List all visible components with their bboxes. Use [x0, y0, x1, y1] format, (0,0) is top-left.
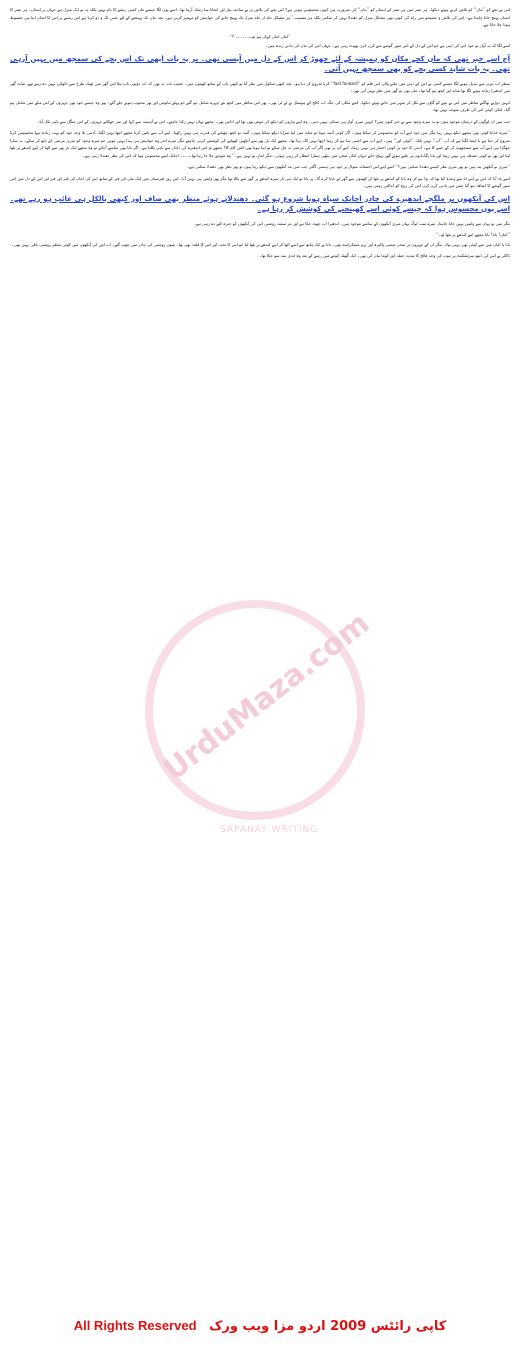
- highlighted-passage: اس کی آنکھوں پر ملگجے اندھیرے کی چادر اچانک سیاہ ہونا شروع ہو گئی۔ دھندلاتے ہوئے منظر بھی صاف اور کبھی بالکل ہی غائب ہو رہے تھے۔ اسے یوں محسوس ہوا کہ جیسے کوئی اسے کھینچنے کی کوشش کر رہا ہے۔: [10, 194, 510, 213]
- story-paragraph: بابا یا اماں میں سے کوئی بھی نہیں بولا۔ مگر ان کے چہروں پر سحر جیسی پاکیزہ اور نرم مسکراہٹ تھی۔ بابا نے ایک ہاتھ سے اسے اٹھا کر اپنے کندھے پر بٹھا لیا جو اس کا تخت اور اس کا قلعہ بھی تھا۔ تینوں روشنی کی چادر میں چھپ گئے۔ اب اس کی آنکھوں میں کوئی منظر روشنی باقی نہیں تھی۔: [11, 241, 510, 247]
- copyright-urdu: کاپی رائٹس 2009 اردو مزا ویب ورک: [209, 1319, 447, 1334]
- story-paragraph: مگر میں تو یہاں سے واپس نہیں جانا چاہتا۔ میرے سب لوگ یہاں میری آنکھوں کے سامنے موجود ہیں۔ اندھیرا اب چھٹ چکا ہے اور تیز سفید روشنی اس کی آنکھوں کو خیرہ کئے دے رہی ہے۔: [193, 220, 510, 226]
- copyright-footer: [0, 1318, 520, 1334]
- dialogue-line: ’’اماں! بابا! بابا مجھے اپنے کندھے پر بٹھا لو۔‘‘: [436, 232, 510, 237]
- story-paragraph: ڈاکٹر نے اس کی ڈیتھ سرٹیفکیٹ پر موت کی وجہ فالج کا شدید حملہ اور کوما بیان کی تھی۔ ایک گھنٹہ کومے میں رہنے کے بعد وہ ابدی نیند سو چکا تھا۔: [259, 253, 510, 258]
- story-paragraph: جب میں ان لوگوں کے درمیان موجود ہوں تو یہ میرے وجود سے بے خبر کیوں ہیں؟ انہیں میری آواز ہی سنائی نہیں دیتی۔ وہ اپنے پیاروں کو دیکھ کر خوش بھی تھا اور اداس بھی۔ مجھے یہاں نہیں رکنا چاہئے۔ اس نے آہستہ سے کہا اور سر جھکائے چہروں کے اس جنگل سے باہر نکل آیا۔: [37, 118, 510, 124]
- story-paragraph: اسے یاد آیا کہ اس نے اپنے ابا سے وعدہ کیا تھا کہ بڑا ہو کر وہ بابا کو کندھے پر بٹھا کر کھیتوں سے گھر لے جایا کرے گا۔ پر بابا تو ایک ہی بار میرے کندھے پر گھر سے نکلا تھا مگر پھر واپس ہی نہیں آیا۔ اس روز قبرستان میں ایک مٹی کی قبر کے ساتھ اس کی اماں کی قبر اور قبر اور اس کے دل میں اس منور گوشے کا اضافہ ہو گیا جس میں یادیں کرن کرن اس کی روح کو اجالتی رہتی ہیں۔: [10, 175, 511, 188]
- story-paragraph: اس نے بچے کو ’’ماں‘‘ کو تلاش کرتے ہوئے دیکھا۔ ہر عمر میں ہر عمر کے انسان کو ’’ماں‘‘ کی ضرورت ہی کیوں محسوس ہوتی ہے؟ اس بچے کی تلاش پر بے ساختہ پیار اور انجانا سا رشک آرہا تھا۔ اسے یوں لگا جیسے ماں کسی رشتے کا نام نہیں بلکہ یہ تو ایک منزل ہے جہاں پر انسان۔ ہر عمر کا انسان پہنچ جانا چاہتا ہے۔ اس کی تلاش و جستجو میں راہ کی کوئی بھی مشکل منزل کو دھندلا نہیں کر سکتی بلکہ ہر مصیبت ’’ہر مشکل جلد از جلد منزل تک پہنچ جانے کی خواہش کو مہمیز کرتی ہے۔ بچہ ماں تک پہنچنے کے لئے جتنی تگ و دو کرتا ہے اس رشتے پر اس کا ایمان اتنا ہی مضبوط ہوتا چلا جاتا ہے۔: [10, 7, 510, 27]
- story-paragraph: ’’میری تو آنکھیں بند ہیں تو پھر میری نظر کیسے دھندلا سکتی ہیں؟‘‘ اسے اپنے اس احمقانہ سوال پر خود ہی ہنسی آگئی جب میں بند آنکھوں سے دیکھ رہا ہوں تو پھر نظر بھی دھندلا سکتی ہے۔: [187, 164, 510, 169]
- highlighted-passage: آج اسے خبر تھی کہ ماں کچے مکان کو ہمیشہ کے لئے چھوڑ کر اس کے دل میں آبسی تھی۔ پر یہ بات ابھی تک اس بچے کی سمجھ میں نہیں آرہی تھی۔ یہ بات شاید کسی بچے کو بھی سمجھ نہیں آتی۔: [10, 54, 510, 73]
- watermark-tag-text: SAPANAY WRITING: [220, 825, 319, 835]
- story-paragraph: انہیں دوڑتے بھاگتے مناظر میں اس نے بچے کو گاؤں سے نکل کر شہر میں جاتے ہوئے دیکھا۔ کچے مکان کی جگہ اب کالج کے ہوسٹل نے لے لی تھی۔ پھر اس مناظر میں کچھ نئے چہرے شامل ہو گئے جو پہلے مانوس اور پھر محبوب ہوتے چلے گئے۔ پھر وہ جیسے خود بھی چہروں کے اس میلے میں شامل ہو گیا۔ لیکن کوئی اس کی طرف متوجہ نہیں تھا۔: [10, 99, 510, 112]
- story-paragraph: ’’میرے خدایا کوئی بھی مجھے دیکھ نہیں رہا مگر میں خود اپنے آپ کو محسوس کر سکتا ہوں۔ اگر کوئی آئینہ ہوتا تو شاید میں اپنا سراپا دیکھ سکتا ہوں۔ آئینہ تو کچھ چھپانے کی قدرت ہی نہیں رکھتا۔ اپنے آپ سے باتیں کرنا مجھے اچھا نہیں لگتا۔ آدمی بلا وجہ خود کو بہت زیادہ تنہا محسوس کرنا شروع کر دیتا ہے یا ایسا لگتا ہے کہ آپ ’’آپ‘‘ نہیں بلکہ ’’کوئی اور‘‘ ہیں۔ اپنے آپ سے اجنبی سا ہو کر رہنا اچھا نہیں لگ رہا تھا۔ مجھے ایک بار پھر سے آنکھیں کھولنے کی کوشش کرنی چاہئے مگر میرے اندر وہ خواہش ہی پیدا نہیں ہوتی جو میرے وجود کو میری مرضی کے تابع کر سکے۔ یہ سارا جھگڑا ہی اپنے آپ سے سمجھوتہ کر کے جینے کا ہے۔ آدمی کا خود پر کوئی اختیار ہی نہیں رہتا۔ اپنے آپ پر بھی اگر آپ کی مرضی نہ چل سکے تو اپنا ہونا بھی کس کام کا؟ مجھے تو اس اندھیرے کی دلدل سے باہر نکلنا ہے۔ اگر بابا بھی سامنے آجائے تو وہ مجھے ایک بار پھر سے اٹھا کر اپنے کندھے پر بٹھا لیتا اور پھر تو کوئی مسئلہ ہی نہیں رہتا اور بابا پگڈنڈیوں پر چلتے ہوئے گھر پہنچ جاتے جہاں اماں صحن میں بیٹھی ہمارا انتظار کر رہی ہوتی۔ مگر اماں تو نہیں ہے۔‘‘ وہ سوچے چلا جا رہا تھا۔۔۔۔۔ اچانک اسے محسوس ہوا کہ اس کی نظر دھندلا رہی ہے۔: [10, 130, 510, 158]
- story-paragraph: منظر اب تیزی سے تبدیل ہونے لگا جیسے کسی نے اس کے ذہن میں چلنے والی اس فلم کو ’’fast forward‘‘ کرنا شروع کر دیا ہو۔ بچہ کبھی سکول میں نظر آتا تو کبھی باپ کے ساتھ کھیتوں میں۔ عجیب بات یہ تھی کہ اب دونوں باپ بیٹا اس گھر میں ٹھیک طرح سے دکھائی نہیں دے رہے تھے، شاید گھر میں اندھیرا زیادہ ہونے لگا تھا شاید اور کچھ ہو گیا تھا۔ ماں بھی تو گھر میں نظر نہیں آتی تھی۔: [10, 80, 510, 93]
- dialogue-line: ’’اماں اماں کہاں ہو تم۔۔۔۔۔۔۔ ؟‘‘: [229, 33, 291, 39]
- copyright-english: All Rights Reserved: [73, 1318, 197, 1333]
- watermark-site-text: UrduMaza.com: [156, 605, 377, 788]
- story-paragraph: اسے لگا کہ یہ آواز تو خود اس کی اپنی ہے جو اس کے دل کے اس منور گوشے سے کرن کرن پھوٹ رہی ہے۔ جہاں اس کی ماں کی یادیں زندہ ہیں۔: [265, 43, 510, 48]
